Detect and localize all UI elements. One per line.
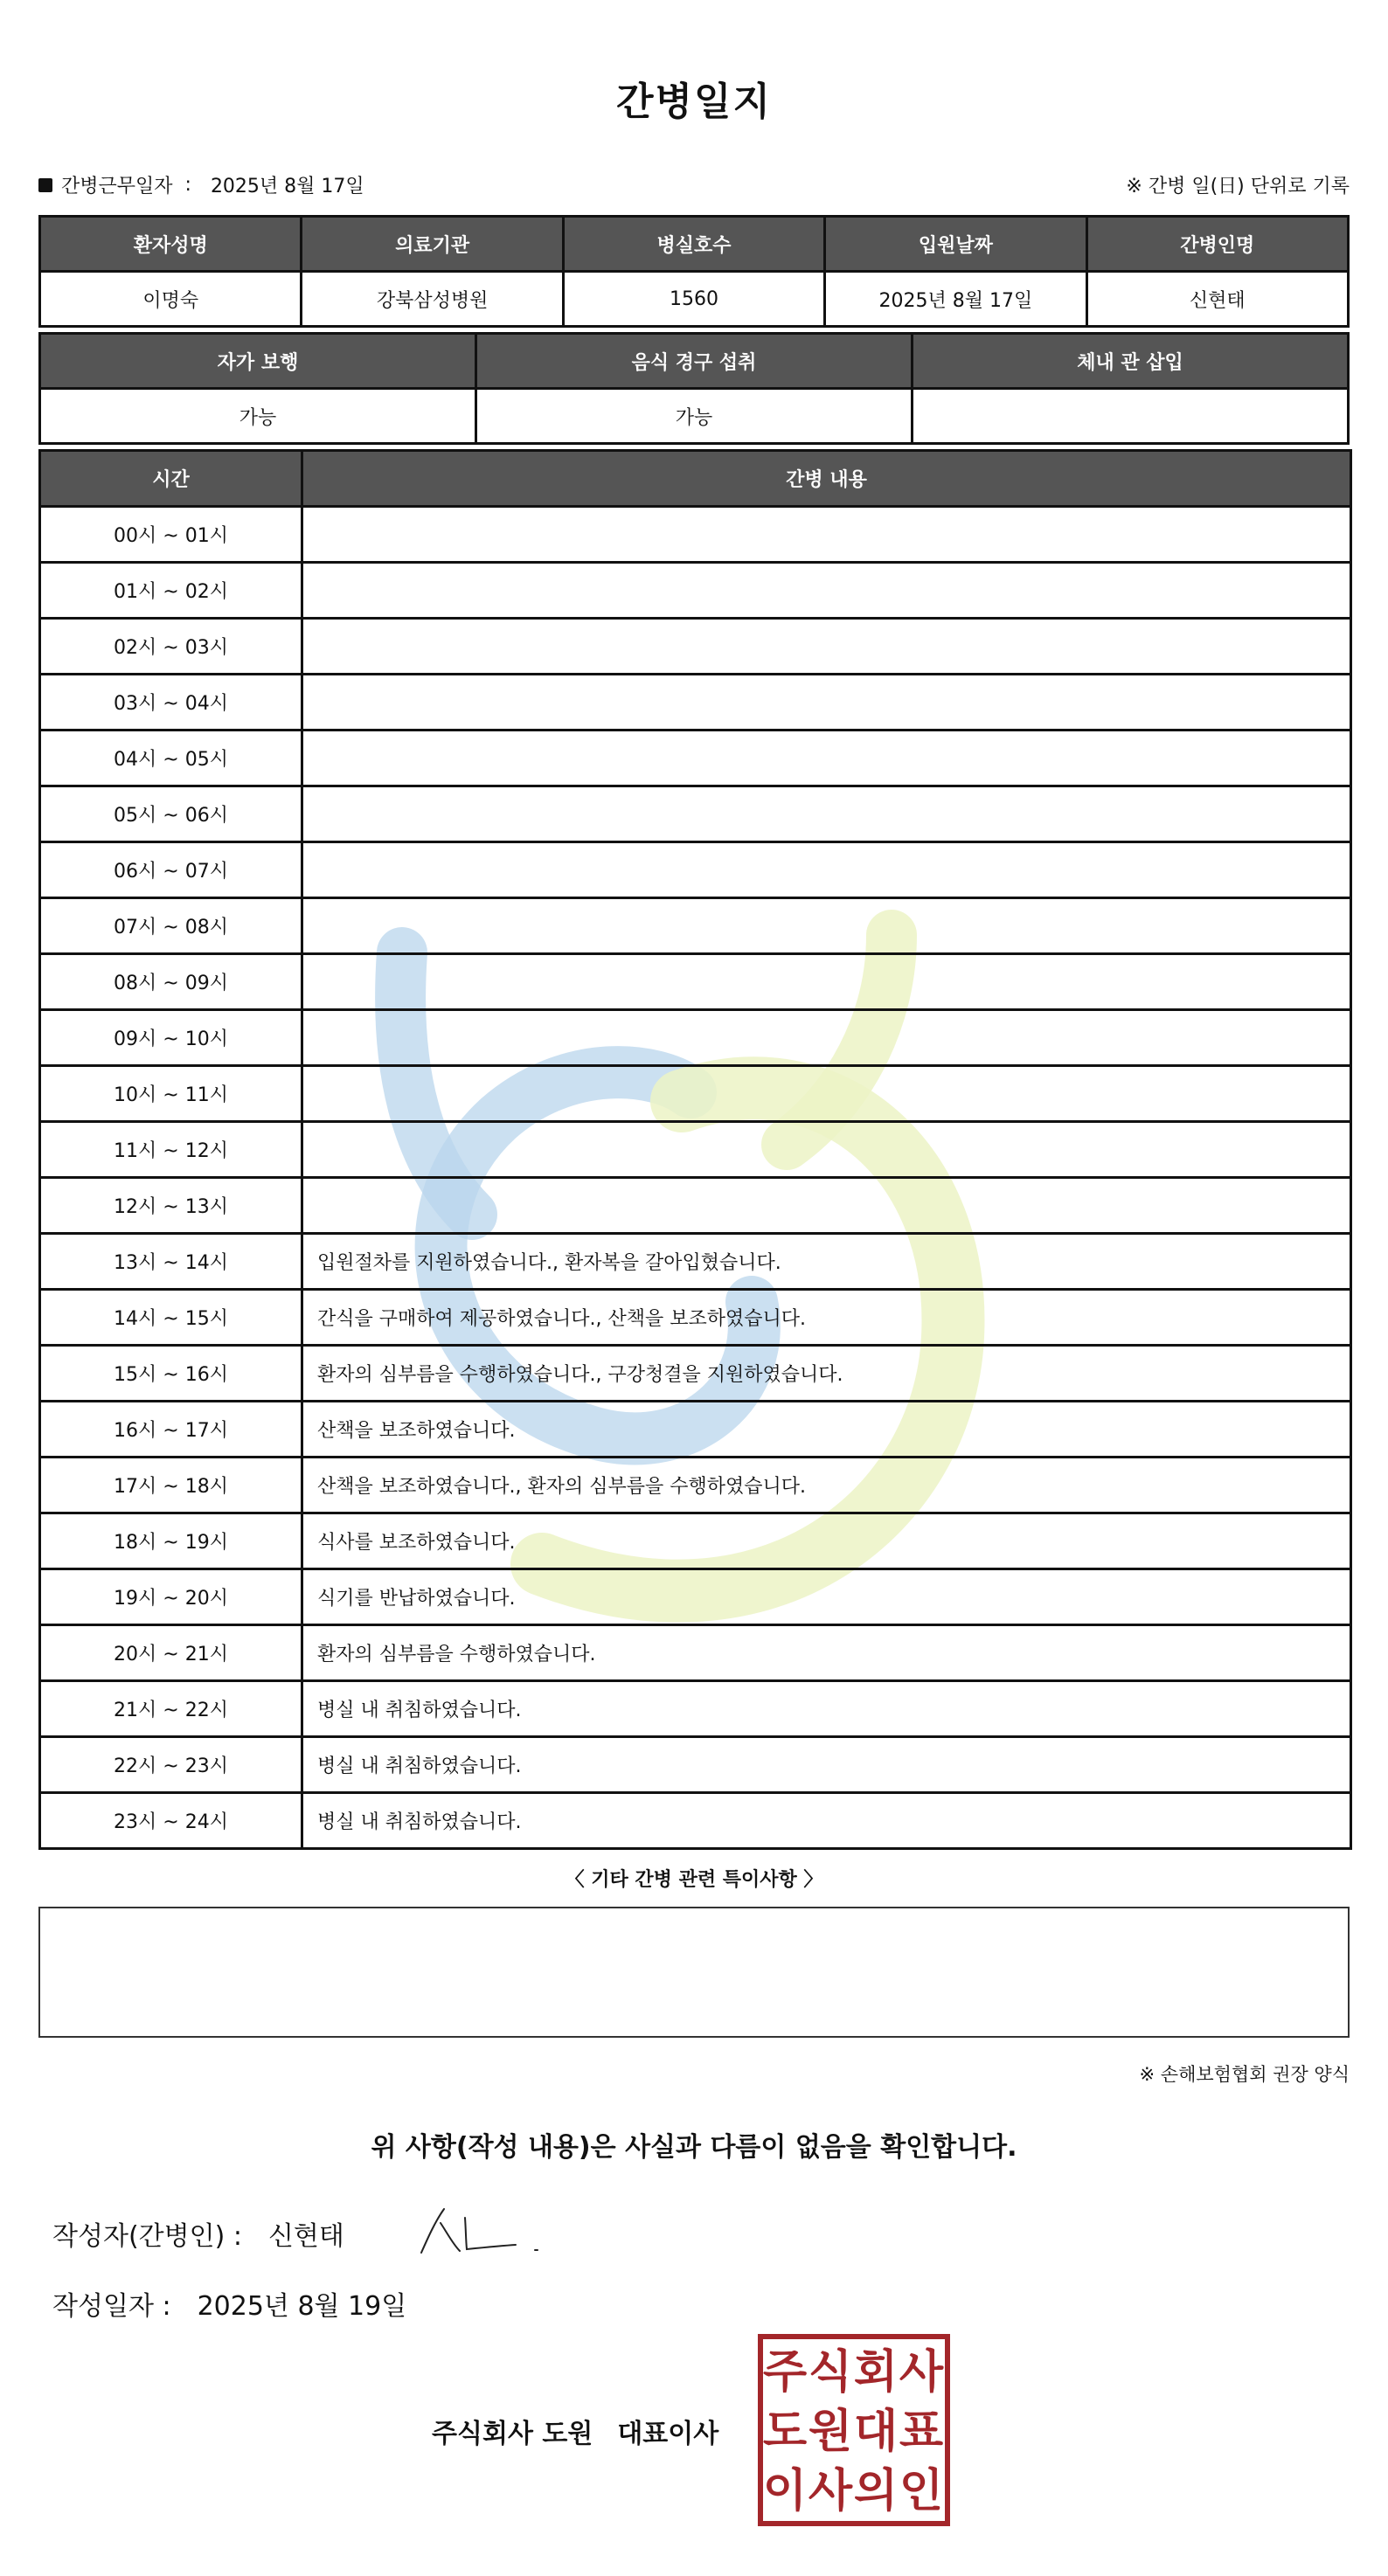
care-content-cell bbox=[302, 563, 1351, 619]
time-cell: 19시 ~ 20시 bbox=[40, 1569, 302, 1625]
hourly-log-table bbox=[38, 449, 1352, 1850]
header-tube-insertion: 체내 관 삽입 bbox=[913, 334, 1349, 389]
time-cell: 06시 ~ 07시 bbox=[40, 842, 302, 898]
table-row bbox=[40, 507, 1351, 563]
time-cell: 00시 ~ 01시 bbox=[40, 507, 302, 563]
header-time: 시간 bbox=[40, 451, 302, 507]
caregiver-name: 신현태 bbox=[1086, 272, 1348, 327]
header-caregiver-name: 간병인명 bbox=[1086, 217, 1348, 272]
table-row bbox=[40, 1010, 1351, 1066]
care-content-cell: 산책을 보조하였습니다. bbox=[302, 1402, 1351, 1458]
time-cell: 01시 ~ 02시 bbox=[40, 563, 302, 619]
header-room-number: 병실호수 bbox=[563, 217, 824, 272]
table-row bbox=[40, 786, 1351, 842]
self-walking: 가능 bbox=[40, 389, 476, 444]
care-content-cell: 환자의 심부름을 수행하였습니다. bbox=[302, 1625, 1351, 1681]
document-title: 간병일지 bbox=[615, 80, 772, 124]
daily-record-note: ※ 간병 일(日) 단위로 기록 bbox=[1126, 176, 1350, 197]
confirmation-statement: 위 사항(작성 내용)은 사실과 다름이 없음을 확인합니다. bbox=[371, 2132, 1017, 2163]
table-row bbox=[40, 1122, 1351, 1178]
tube-insertion bbox=[913, 389, 1349, 444]
work-date bbox=[38, 171, 364, 198]
work-date-value: 2025년 8월 17일 bbox=[210, 176, 364, 197]
room-number: 1560 bbox=[563, 272, 824, 327]
table-row bbox=[40, 898, 1351, 954]
notes-title: 〈 기타 간병 관련 특이사항 〉 bbox=[565, 1869, 823, 1891]
seal-character: 인 bbox=[899, 2465, 944, 2517]
association-note: ※ 손해보험협회 권장 양식 bbox=[1139, 2064, 1350, 2085]
seal-character: 주 bbox=[762, 2346, 808, 2399]
table-row bbox=[40, 1402, 1351, 1458]
square-bullet-icon bbox=[38, 178, 52, 192]
table-row bbox=[40, 1681, 1351, 1737]
time-cell: 23시 ~ 24시 bbox=[40, 1793, 302, 1849]
time-cell: 21시 ~ 22시 bbox=[40, 1681, 302, 1737]
table-row bbox=[40, 1234, 1351, 1290]
care-content-cell bbox=[302, 786, 1351, 842]
care-content-cell: 병실 내 취침하였습니다. bbox=[302, 1681, 1351, 1737]
patient-info-table bbox=[38, 215, 1350, 328]
writer-label: 작성자(간병인) : bbox=[52, 2221, 242, 2252]
time-cell: 15시 ~ 16시 bbox=[40, 1346, 302, 1402]
seal-character: 사 bbox=[808, 2465, 853, 2517]
hourly-log-body bbox=[40, 507, 1351, 1849]
time-cell: 04시 ~ 05시 bbox=[40, 731, 302, 786]
care-content-cell bbox=[302, 507, 1351, 563]
header-hospital: 의료기관 bbox=[302, 217, 563, 272]
care-content-cell bbox=[302, 731, 1351, 786]
seal-character: 표 bbox=[899, 2406, 944, 2458]
care-content-cell: 산책을 보조하였습니다., 환자의 심부름을 수행하였습니다. bbox=[302, 1458, 1351, 1513]
time-cell: 17시 ~ 18시 bbox=[40, 1458, 302, 1513]
hospital: 강북삼성병원 bbox=[302, 272, 563, 327]
table-row bbox=[40, 1066, 1351, 1122]
time-cell: 20시 ~ 21시 bbox=[40, 1625, 302, 1681]
work-date-label: 간병근무일자 bbox=[61, 176, 173, 197]
care-content-cell: 입원절차를 지원하였습니다., 환자복을 갈아입혔습니다. bbox=[302, 1234, 1351, 1290]
table-row bbox=[40, 619, 1351, 675]
ceo-title: 대표이사 bbox=[617, 2419, 719, 2449]
seal-character: 대 bbox=[853, 2406, 899, 2458]
header-self-walking: 자가 보행 bbox=[40, 334, 476, 389]
seal-character: 이 bbox=[762, 2465, 808, 2517]
care-content-cell: 환자의 심부름을 수행하였습니다., 구강청결을 지원하였습니다. bbox=[302, 1346, 1351, 1402]
company-line bbox=[432, 2412, 718, 2450]
care-content-cell: 간식을 구매하여 제공하였습니다., 산책을 보조하였습니다. bbox=[302, 1290, 1351, 1346]
time-cell: 12시 ~ 13시 bbox=[40, 1178, 302, 1234]
table-row bbox=[40, 1178, 1351, 1234]
table-row bbox=[40, 1737, 1351, 1793]
table-row bbox=[40, 563, 1351, 619]
time-cell: 03시 ~ 04시 bbox=[40, 675, 302, 731]
writer-name: 신현태 bbox=[267, 2221, 344, 2252]
time-cell: 18시 ~ 19시 bbox=[40, 1513, 302, 1569]
care-content-cell bbox=[302, 1010, 1351, 1066]
care-content-cell bbox=[302, 842, 1351, 898]
header-patient-name: 환자성명 bbox=[40, 217, 302, 272]
time-cell: 07시 ~ 08시 bbox=[40, 898, 302, 954]
care-content-cell: 식기를 반납하였습니다. bbox=[302, 1569, 1351, 1625]
patient-status-table bbox=[38, 332, 1350, 445]
admission-date: 2025년 8월 17일 bbox=[825, 272, 1086, 327]
seal-character: 회 bbox=[853, 2346, 899, 2399]
writer-line bbox=[52, 2214, 344, 2253]
time-cell: 13시 ~ 14시 bbox=[40, 1234, 302, 1290]
table-row bbox=[40, 1625, 1351, 1681]
table-row bbox=[40, 1569, 1351, 1625]
care-content-cell: 식사를 보조하였습니다. bbox=[302, 1513, 1351, 1569]
header-admission-date: 입원날짜 bbox=[825, 217, 1086, 272]
table-row bbox=[40, 1290, 1351, 1346]
time-cell: 02시 ~ 03시 bbox=[40, 619, 302, 675]
care-content-cell bbox=[302, 1122, 1351, 1178]
table-row bbox=[40, 1346, 1351, 1402]
table-row bbox=[40, 1513, 1351, 1569]
time-cell: 11시 ~ 12시 bbox=[40, 1122, 302, 1178]
care-content-cell bbox=[302, 619, 1351, 675]
work-date-colon: : bbox=[184, 174, 191, 196]
write-date-value: 2025년 8월 19일 bbox=[197, 2291, 407, 2322]
seal-character: 식 bbox=[808, 2346, 853, 2399]
write-date-label: 작성일자 : bbox=[52, 2291, 171, 2322]
company-name: 주식회사 도원 bbox=[432, 2419, 593, 2449]
care-content-cell bbox=[302, 898, 1351, 954]
handwritten-signature bbox=[414, 2202, 554, 2263]
header-oral-intake: 음식 경구 섭취 bbox=[476, 334, 913, 389]
care-content-cell bbox=[302, 675, 1351, 731]
care-content-cell bbox=[302, 1178, 1351, 1234]
table-row bbox=[40, 842, 1351, 898]
table-row bbox=[40, 731, 1351, 786]
seal-character: 사 bbox=[899, 2346, 944, 2399]
seal-character: 도 bbox=[762, 2406, 808, 2458]
time-cell: 09시 ~ 10시 bbox=[40, 1010, 302, 1066]
time-cell: 22시 ~ 23시 bbox=[40, 1737, 302, 1793]
time-cell: 14시 ~ 15시 bbox=[40, 1290, 302, 1346]
table-row bbox=[40, 1793, 1351, 1849]
time-cell: 05시 ~ 06시 bbox=[40, 786, 302, 842]
notes-box bbox=[38, 1907, 1350, 2038]
care-content-cell bbox=[302, 1066, 1351, 1122]
time-cell: 10시 ~ 11시 bbox=[40, 1066, 302, 1122]
write-date-line bbox=[52, 2284, 406, 2323]
table-row bbox=[40, 675, 1351, 731]
oral-intake: 가능 bbox=[476, 389, 913, 444]
seal-character: 원 bbox=[808, 2406, 853, 2458]
care-content-cell bbox=[302, 954, 1351, 1010]
header-care-content: 간병 내용 bbox=[302, 451, 1351, 507]
meta-row bbox=[38, 171, 1350, 201]
seal-character: 의 bbox=[853, 2465, 899, 2517]
table-row bbox=[40, 954, 1351, 1010]
care-content-cell: 병실 내 취침하였습니다. bbox=[302, 1737, 1351, 1793]
table-row bbox=[40, 1458, 1351, 1513]
patient-name: 이명숙 bbox=[40, 272, 302, 327]
time-cell: 16시 ~ 17시 bbox=[40, 1402, 302, 1458]
care-content-cell: 병실 내 취침하였습니다. bbox=[302, 1793, 1351, 1849]
company-seal bbox=[757, 2333, 951, 2527]
time-cell: 08시 ~ 09시 bbox=[40, 954, 302, 1010]
